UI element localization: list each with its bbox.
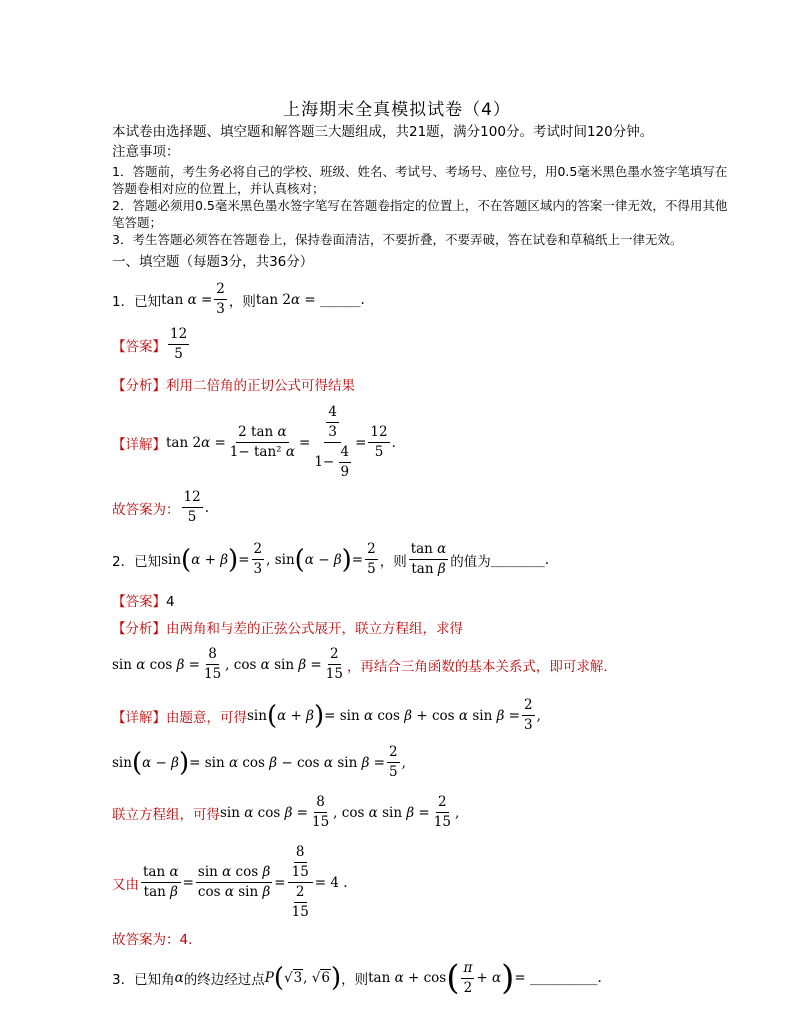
conclusion-1: 故答案为： $\frac{12}{5}$ . [112,489,209,525]
question-text: ，则 [228,293,256,310]
conclusion-value: 4． [179,932,202,948]
question-number: 2． [112,553,135,570]
question-2: 2． 已知 sin ( α + β ) = $\frac{2}{3}$ , sin ( α − β ) = $\frac{2}{5}$ ，则 $\frac{\text{tan α}}{\text{tan β}}$ 的值为 ________. [112,541,550,577]
analysis-tag: 【分析】 [112,378,166,394]
question-text: 的终边经过点 [183,972,265,988]
question-text: ，则 [341,972,369,988]
conclusion-tag: 故答案为： [112,932,180,948]
question-text: 的值为 [450,553,491,570]
page-title: 上海期末全真模拟试卷（4） [283,100,511,120]
detail-2: 【详解】 由题意，可得 sin ( α + β ) = sin α cos β + cos α sin β = $\frac{2}{3}$ , [112,697,541,733]
question-number: 3． [112,972,135,988]
notice-line: 2．答题必须用0.5毫米黑色墨水签字笔写在答题卷指定的位置上，不在答题区域内的答案一律无效，不得用其他 [112,198,728,213]
notice-heading: 注意事项： [112,144,180,160]
question-text: 已知 [134,293,162,310]
question-number: 1． [112,293,135,310]
notice-line: 1．答题前，考生务必将自己的学校、班级、姓名、考试号、考场号、座位号，用0.5毫米黑色墨水签字笔填写在 [112,164,728,179]
notice-line: 3．考生答题必须答在答题卷上，保持卷面清洁，不要折叠，不要弄破，答在试卷和草稿纸上一律无效。 [112,232,683,247]
conclusion-2 [112,928,202,948]
detail-text: 又由 [112,876,139,893]
detail-2-line3: 联立方程组，可得 sin α cos β = $\frac{8}{15}$ , cos α sin β = $\frac{2}{15}$ , [112,794,460,830]
analysis-text: ，再结合三角函数的基本关系式，即可求解. [346,658,608,675]
detail-2-line4: 又由 $\frac{\text{tan α}}{\text{tan β}}$ = $\frac{\text{sin α cos β}}{\text{cos α sin β}}$ = $\frac{\frac{8}{15}}{\frac{2}{15}}$ = 4 . [112,844,348,920]
question-1: 1． 已知 tan α = $\frac{2}{3}$ ，则 tan 2α = ______. [112,281,365,317]
detail-tag: 【详解】 [112,709,166,726]
detail-2-line2: sin ( α − β ) = sin α cos β − cos α sin β = $\frac{2}{5}$ , [112,744,406,780]
detail-text: 由题意，可得 [166,709,247,726]
analysis-2 [112,617,463,637]
answer-1: 【答案】 $\frac{12}{5}$ [112,326,188,362]
notice-line: 笔答题； [112,215,163,230]
analysis-text: 利用二倍角的正切公式可得结果 [166,378,355,394]
question-3: 3． 已知角 α 的终边经过点 P ( √3, √6 ) ，则 tan α + cos ( $\frac{\pi}{2}$ + α ) = __________. [112,958,602,998]
question-text: 已知 [134,553,162,570]
section-heading: 一、填空题（每题3分，共36分） [112,254,314,270]
analysis-tag: 【分析】 [112,621,166,637]
analysis-2-formula: sin α cos β = $\frac{8}{15}$ , cos α sin β = $\frac{2}{15}$ ，再结合三角函数的基本关系式，即可求解. [112,646,608,682]
detail-1: 【详解】 tan 2α = $\frac{\text{2 tan α}}{\text{1− tan² α}}$ = $\frac{4}{3}$ 1− $\frac{4}{9}$ = $\frac{12}{5}$ . [112,404,396,480]
answer-2 [112,590,175,610]
intro-text: 本试卷由选择题、填空题和解答题三大题组成，共21题，满分100分。考试时间120分钟。 [112,124,654,140]
notice-line: 答题卷相对应的位置上，并认真核对； [112,181,325,196]
answer-tag: 【答案】 [112,594,166,610]
analysis-text: 由两角和与差的正弦公式展开，联立方程组，求得 [166,621,463,637]
analysis-1 [112,374,355,394]
detail-text: 联立方程组，可得 [112,806,220,823]
question-text: ，则 [379,553,407,570]
conclusion-tag: 故答案为： [112,501,180,518]
answer-tag: 【答案】 [112,338,166,355]
question-text: 已知角 [134,972,175,988]
answer-value: 4 [166,594,175,610]
detail-tag: 【详解】 [112,436,166,453]
